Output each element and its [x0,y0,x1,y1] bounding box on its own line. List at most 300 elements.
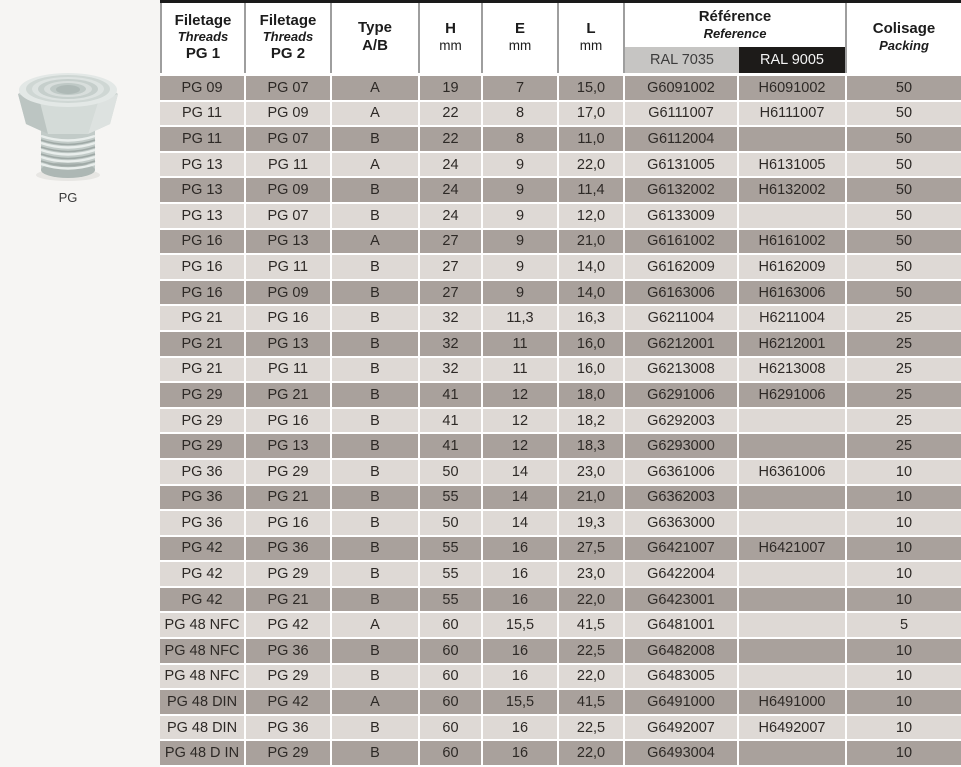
cell-type: A [332,613,418,637]
cell-packing: 50 [847,204,961,228]
cell-h-mm: 24 [420,178,481,202]
cell-threads-pg1: PG 21 [160,306,244,330]
cell-l-mm: 18,3 [559,434,623,458]
cell-packing: 25 [847,383,961,407]
cell-threads-pg2: PG 11 [246,255,330,279]
cell-type: B [332,511,418,535]
cell-e-mm: 9 [483,153,557,177]
table-row [160,511,961,535]
cell-h-mm: 55 [420,588,481,612]
cell-e-mm: 15,5 [483,613,557,637]
table-row [160,281,961,305]
cell-l-mm: 16,0 [559,358,623,382]
pg-reducer-illustration [13,66,123,188]
cell-type: B [332,383,418,407]
cell-e-mm: 11 [483,332,557,356]
cell-h-mm: 32 [420,332,481,356]
cell-threads-pg1: PG 09 [160,76,244,100]
cell-type: B [332,588,418,612]
cell-l-mm: 17,0 [559,102,623,126]
cell-type: B [332,562,418,586]
column-header-h-mm [420,3,483,73]
cell-threads-pg1: PG 16 [160,230,244,254]
cell-h-mm: 27 [420,281,481,305]
table-row [160,127,961,151]
cell-reference-ral7035: G6481001 [625,613,737,637]
cell-threads-pg1: PG 13 [160,178,244,202]
cell-threads-pg2: PG 42 [246,613,330,637]
cell-reference-ral9005 [739,409,845,433]
cell-type: B [332,639,418,663]
cell-reference-ral7035: G6161002 [625,230,737,254]
cell-h-mm: 55 [420,537,481,561]
cell-threads-pg2: PG 21 [246,588,330,612]
cell-l-mm: 22,5 [559,639,623,663]
header-spec: PG 2 [270,44,306,62]
cell-packing: 10 [847,665,961,689]
table-row [160,434,961,458]
table-row [160,204,961,228]
cell-threads-pg1: PG 36 [160,486,244,510]
table-row [160,588,961,612]
cell-threads-pg2: PG 16 [246,409,330,433]
header-spec: PG 1 [185,44,221,62]
cell-packing: 50 [847,255,961,279]
cell-h-mm: 60 [420,741,481,765]
cell-e-mm: 12 [483,383,557,407]
cell-reference-ral9005 [739,434,845,458]
cell-threads-pg1: PG 42 [160,537,244,561]
table-row [160,409,961,433]
cell-l-mm: 22,0 [559,153,623,177]
cell-threads-pg2: PG 21 [246,383,330,407]
cell-threads-pg2: PG 13 [246,332,330,356]
cell-reference-ral7035: G6362003 [625,486,737,510]
cell-h-mm: 41 [420,434,481,458]
cell-e-mm: 12 [483,409,557,433]
subheader-ral-9005: RAL 9005 [739,47,845,73]
cell-l-mm: 41,5 [559,613,623,637]
cell-type: B [332,358,418,382]
cell-packing: 10 [847,511,961,535]
cell-reference-ral9005: H6131005 [739,153,845,177]
table-header [160,0,961,73]
cell-l-mm: 14,0 [559,281,623,305]
cell-l-mm: 41,5 [559,690,623,714]
cell-reference-ral7035: G6422004 [625,562,737,586]
cell-packing: 5 [847,613,961,637]
cell-threads-pg2: PG 09 [246,178,330,202]
cell-type: B [332,460,418,484]
cell-l-mm: 22,5 [559,716,623,740]
table-row [160,383,961,407]
header-unit: mm [579,37,603,53]
column-header-reference-group [625,3,847,73]
table-row [160,153,961,177]
cell-threads-pg2: PG 16 [246,306,330,330]
product-caption: PG [58,190,78,205]
cell-reference-ral9005: H6421007 [739,537,845,561]
cell-threads-pg1: PG 11 [160,102,244,126]
cell-reference-ral9005 [739,613,845,637]
cell-h-mm: 60 [420,613,481,637]
cell-packing: 50 [847,76,961,100]
table-row [160,102,961,126]
table-row [160,332,961,356]
cell-threads-pg1: PG 48 NFC [160,639,244,663]
cell-threads-pg2: PG 21 [246,486,330,510]
cell-threads-pg1: PG 29 [160,383,244,407]
cell-e-mm: 9 [483,204,557,228]
cell-reference-ral9005: H6132002 [739,178,845,202]
column-header-threads-pg1 [160,3,246,73]
header-title: Référence [698,8,772,26]
cell-threads-pg1: PG 48 DIN [160,690,244,714]
cell-h-mm: 50 [420,511,481,535]
cell-e-mm: 14 [483,486,557,510]
cell-e-mm: 16 [483,639,557,663]
cell-e-mm: 8 [483,102,557,126]
cell-type: B [332,537,418,561]
cell-e-mm: 11,3 [483,306,557,330]
cell-packing: 50 [847,281,961,305]
cell-threads-pg2: PG 36 [246,716,330,740]
table-row [160,306,961,330]
cell-threads-pg2: PG 07 [246,204,330,228]
cell-packing: 50 [847,153,961,177]
cell-reference-ral9005 [739,204,845,228]
table-row [160,230,961,254]
cell-reference-ral7035: G6423001 [625,588,737,612]
cell-reference-ral7035: G6483005 [625,665,737,689]
cell-packing: 10 [847,741,961,765]
cell-e-mm: 7 [483,76,557,100]
header-title: Colisage [872,20,936,38]
cell-type: B [332,255,418,279]
cell-type: B [332,665,418,689]
cell-l-mm: 18,0 [559,383,623,407]
column-header-threads-pg2 [246,3,332,73]
cell-threads-pg1: PG 13 [160,153,244,177]
cell-reference-ral7035: G6163006 [625,281,737,305]
column-header-type [332,3,420,73]
cell-packing: 25 [847,434,961,458]
cell-h-mm: 24 [420,204,481,228]
cell-threads-pg2: PG 11 [246,153,330,177]
cell-packing: 10 [847,562,961,586]
table-row [160,639,961,663]
header-subtitle: Reference [703,26,767,42]
cell-reference-ral9005: H6491000 [739,690,845,714]
cell-threads-pg1: PG 42 [160,588,244,612]
cell-h-mm: 19 [420,76,481,100]
cell-type: B [332,434,418,458]
cell-packing: 50 [847,127,961,151]
cell-packing: 50 [847,230,961,254]
header-title: Filetage [259,11,317,29]
cell-reference-ral9005 [739,588,845,612]
cell-threads-pg2: PG 11 [246,358,330,382]
header-title: E [514,20,525,38]
column-header-l-mm [559,3,625,73]
cell-l-mm: 23,0 [559,460,623,484]
cell-packing: 10 [847,716,961,740]
cell-threads-pg1: PG 16 [160,281,244,305]
cell-reference-ral7035: G6131005 [625,153,737,177]
cell-reference-ral7035: G6212001 [625,332,737,356]
cell-l-mm: 21,0 [559,230,623,254]
cell-l-mm: 12,0 [559,204,623,228]
cell-threads-pg2: PG 36 [246,537,330,561]
cell-packing: 10 [847,690,961,714]
cell-type: B [332,306,418,330]
cell-l-mm: 16,0 [559,332,623,356]
table-row [160,255,961,279]
table-row [160,76,961,100]
cell-threads-pg2: PG 07 [246,127,330,151]
header-unit: mm [439,37,462,53]
cell-h-mm: 24 [420,153,481,177]
cell-type: B [332,281,418,305]
cell-reference-ral9005: H6091002 [739,76,845,100]
cell-e-mm: 8 [483,127,557,151]
cell-reference-ral9005: H6291006 [739,383,845,407]
cell-type: B [332,204,418,228]
cell-threads-pg2: PG 09 [246,102,330,126]
cell-reference-ral7035: G6363000 [625,511,737,535]
table-row [160,486,961,510]
cell-type: B [332,409,418,433]
cell-l-mm: 18,2 [559,409,623,433]
cell-packing: 25 [847,332,961,356]
table-row [160,537,961,561]
cell-reference-ral7035: G6482008 [625,639,737,663]
cell-threads-pg1: PG 42 [160,562,244,586]
cell-h-mm: 60 [420,716,481,740]
cell-reference-ral9005: H6111007 [739,102,845,126]
cell-type: A [332,102,418,126]
header-unit: mm [508,37,532,53]
table-row [160,613,961,637]
cell-h-mm: 27 [420,230,481,254]
cell-reference-ral9005: H6361006 [739,460,845,484]
cell-reference-ral7035: G6162009 [625,255,737,279]
cell-threads-pg1: PG 21 [160,358,244,382]
cell-threads-pg2: PG 29 [246,460,330,484]
cell-e-mm: 16 [483,741,557,765]
cell-threads-pg2: PG 29 [246,665,330,689]
cell-type: A [332,690,418,714]
cell-threads-pg2: PG 07 [246,76,330,100]
table-row [160,665,961,689]
cell-e-mm: 11 [483,358,557,382]
column-header-packing [847,3,961,73]
cell-threads-pg1: PG 48 NFC [160,665,244,689]
cell-l-mm: 27,5 [559,537,623,561]
cell-h-mm: 27 [420,255,481,279]
cell-threads-pg1: PG 36 [160,460,244,484]
cell-type: B [332,178,418,202]
cell-type: B [332,486,418,510]
table-row [160,716,961,740]
cell-type: A [332,230,418,254]
cell-reference-ral9005 [739,486,845,510]
cell-l-mm: 15,0 [559,76,623,100]
cell-e-mm: 9 [483,230,557,254]
cell-packing: 10 [847,537,961,561]
table-row [160,690,961,714]
header-title: L [586,20,596,38]
cell-h-mm: 60 [420,639,481,663]
header-title: Filetage [174,11,232,29]
table-row [160,460,961,484]
subheader-ral-7035: RAL 7035 [625,47,739,73]
cell-type: B [332,127,418,151]
cell-threads-pg2: PG 13 [246,230,330,254]
cell-packing: 25 [847,306,961,330]
cell-h-mm: 32 [420,358,481,382]
cell-threads-pg1: PG 48 D IN [160,741,244,765]
cell-packing: 25 [847,358,961,382]
cell-threads-pg2: PG 42 [246,690,330,714]
cell-reference-ral7035: G6361006 [625,460,737,484]
header-title: Type [358,19,392,37]
cell-threads-pg2: PG 16 [246,511,330,535]
cell-h-mm: 55 [420,486,481,510]
cell-reference-ral7035: G6132002 [625,178,737,202]
cell-reference-ral7035: G6293000 [625,434,737,458]
table-row [160,358,961,382]
cell-packing: 10 [847,486,961,510]
table-body [160,76,961,765]
column-header-e-mm [483,3,559,73]
cell-e-mm: 14 [483,460,557,484]
cell-packing: 10 [847,460,961,484]
cell-threads-pg1: PG 48 DIN [160,716,244,740]
cell-reference-ral7035: G6133009 [625,204,737,228]
cell-packing: 10 [847,588,961,612]
cell-reference-ral9005: H6163006 [739,281,845,305]
cell-reference-ral7035: G6491000 [625,690,737,714]
cell-packing: 50 [847,178,961,202]
cell-h-mm: 22 [420,102,481,126]
product-photo-pg-reducer [13,66,123,188]
cell-threads-pg1: PG 11 [160,127,244,151]
cell-reference-ral7035: G6111007 [625,102,737,126]
cell-l-mm: 14,0 [559,255,623,279]
cell-h-mm: 22 [420,127,481,151]
cell-threads-pg1: PG 29 [160,409,244,433]
cell-type: B [332,741,418,765]
cell-e-mm: 14 [483,511,557,535]
cell-l-mm: 16,3 [559,306,623,330]
cell-packing: 50 [847,102,961,126]
cell-e-mm: 9 [483,281,557,305]
cell-threads-pg2: PG 29 [246,562,330,586]
cell-threads-pg2: PG 09 [246,281,330,305]
header-title: H [445,20,456,38]
cell-e-mm: 9 [483,178,557,202]
cell-h-mm: 41 [420,409,481,433]
cell-l-mm: 22,0 [559,665,623,689]
cell-h-mm: 32 [420,306,481,330]
cell-l-mm: 21,0 [559,486,623,510]
cell-reference-ral7035: G6492007 [625,716,737,740]
cell-reference-ral9005 [739,562,845,586]
table-row [160,178,961,202]
cell-reference-ral9005 [739,665,845,689]
cell-reference-ral9005: H6211004 [739,306,845,330]
cell-e-mm: 16 [483,716,557,740]
cell-reference-ral9005 [739,127,845,151]
cell-e-mm: 16 [483,665,557,689]
cell-reference-ral7035: G6213008 [625,358,737,382]
cell-reference-ral7035: G6493004 [625,741,737,765]
column-header-reference [625,3,845,47]
cell-h-mm: 60 [420,690,481,714]
cell-packing: 10 [847,639,961,663]
table-row [160,562,961,586]
cell-threads-pg1: PG 48 NFC [160,613,244,637]
cell-h-mm: 55 [420,562,481,586]
product-reference-table [160,0,961,767]
cell-reference-ral9005: H6213008 [739,358,845,382]
cell-l-mm: 23,0 [559,562,623,586]
cell-reference-ral7035: G6421007 [625,537,737,561]
cell-threads-pg1: PG 36 [160,511,244,535]
cell-threads-pg1: PG 16 [160,255,244,279]
cell-reference-ral7035: G6211004 [625,306,737,330]
cell-reference-ral9005: H6212001 [739,332,845,356]
table-row [160,741,961,765]
cell-threads-pg2: PG 13 [246,434,330,458]
cell-e-mm: 15,5 [483,690,557,714]
cell-reference-ral9005: H6162009 [739,255,845,279]
cell-reference-ral7035: G6291006 [625,383,737,407]
cell-e-mm: 9 [483,255,557,279]
cell-h-mm: 60 [420,665,481,689]
cell-threads-pg2: PG 29 [246,741,330,765]
cell-type: A [332,76,418,100]
cell-e-mm: 16 [483,562,557,586]
cell-e-mm: 16 [483,537,557,561]
cell-l-mm: 11,4 [559,178,623,202]
header-subtitle: Packing [879,38,929,54]
cell-reference-ral7035: G6112004 [625,127,737,151]
cell-h-mm: 41 [420,383,481,407]
header-subtitle: Threads [177,29,229,45]
cell-l-mm: 19,3 [559,511,623,535]
header-spec: A/B [362,37,388,54]
cell-packing: 25 [847,409,961,433]
cell-threads-pg1: PG 29 [160,434,244,458]
cell-reference-ral7035: G6292003 [625,409,737,433]
cell-h-mm: 50 [420,460,481,484]
cell-l-mm: 22,0 [559,588,623,612]
cell-l-mm: 22,0 [559,741,623,765]
cell-threads-pg1: PG 13 [160,204,244,228]
cell-reference-ral9005: H6161002 [739,230,845,254]
cell-type: A [332,153,418,177]
cell-reference-ral9005 [739,511,845,535]
cell-e-mm: 12 [483,434,557,458]
cell-threads-pg2: PG 36 [246,639,330,663]
reference-color-subheaders [625,47,845,73]
product-panel [0,0,160,767]
cell-threads-pg1: PG 21 [160,332,244,356]
cell-reference-ral7035: G6091002 [625,76,737,100]
cell-e-mm: 16 [483,588,557,612]
